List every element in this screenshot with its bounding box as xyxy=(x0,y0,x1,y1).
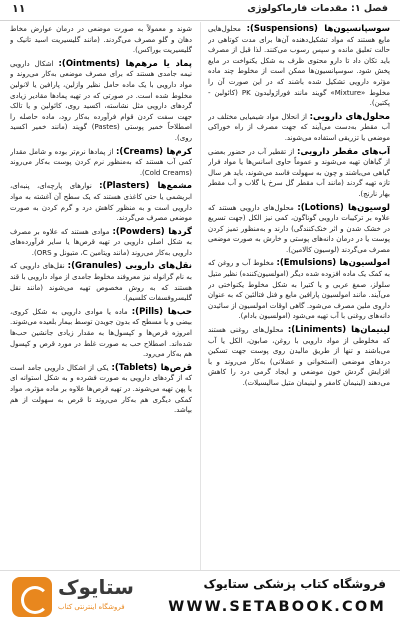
logo-mark-icon xyxy=(12,577,52,617)
advert-footer xyxy=(0,570,400,623)
page-number: ۱۱ xyxy=(12,2,26,15)
logo-wordmark: ستایوک xyxy=(58,575,134,599)
chapter-title: فصل ۱: مقدمات فارماکولوژی xyxy=(247,3,388,14)
term-heading: حب‌ها (Pills): xyxy=(131,306,192,317)
term-heading: قرص‌ها (Tablets): xyxy=(111,362,192,373)
paragraph-text: مخلوط آب و روغن که به کمک یک ماده افزوده شده دیگر (امولسیون‌کننده) نظیر متیل سلولز، صمغ عربی و یا کتیرا به شکل مخلوط یکنواختی در می‌آیند. مانند امولسیون پارافین مایع و فنل فتالئین که به عنوان داروی ملین مصرف می‌شود. گاهی اوقات امولسیون از سائیدن دانه‌های روغنی با آب تهیه می‌شود (امولسیون بادام). xyxy=(208,259,390,321)
paragraph xyxy=(208,203,390,256)
term-heading: پماد یا مرهم‌ها (Ointments): xyxy=(58,58,192,69)
shop-url[interactable]: WWW.SETABOOK.COM xyxy=(168,599,386,615)
paragraph-text: از انحلال مواد شیمیایی مختلف در آب مقطر به‌دست می‌آیند که جهت مصرف از راه خوراکی موضعی یا تزریقی استفاده می‌شوند. xyxy=(208,112,390,142)
term-heading: محلول‌های دارویی: xyxy=(309,111,390,122)
paragraph xyxy=(10,261,192,303)
term-heading: سوسپانسیون‌ها (Suspensions): xyxy=(246,24,390,34)
term-heading: نقل‌های دارویی (Granules): xyxy=(67,261,192,272)
logo-tagline: فروشگاه اینترنتی کتاب xyxy=(58,603,125,611)
paragraph xyxy=(10,181,192,223)
term-heading: لینیمان‌ها (Liniments): xyxy=(287,325,390,336)
paragraph-text: محلول‌های دارویی هستند که علاوه بر ترکیبات دارویی گوناگون، کمی نیز الکل (جهت تسریع در خشک شدن و اثر خنک‌کنندگی) دارند و به‌منظور تمیز کردن پوست یا در درمان دانه‌های پوستی و خارش به صورت موضعی مصرف می‌گردند (لوسیون کالامین). xyxy=(208,203,390,254)
term-heading: آب‌های مقطر دارویی: xyxy=(297,146,390,157)
paragraph-text: نوارهای پارچه‌ای، پنبه‌ای، ابریشمی یا حتی کاغذی هستند که یک سطح آن آغشته به مواد دارویی است و به منظور کاهش درد و گرم کردن به صورت موضعی مصرف می‌گردند. xyxy=(10,182,192,223)
paragraph-text: یکی از اشکال دارویی جامد است که از گردهای دارویی به صورت فشرده و به شکل استوانه ای یا پهن تهیه می‌شوند. در تهیه قرص‌ها علاوه بر ماده مؤثره، مواد کمکی دیگری هم به‌کار می‌روند تا قرص به سهولت از هم بپاشد. xyxy=(10,363,192,415)
paragraph xyxy=(208,258,390,322)
paragraph xyxy=(10,59,192,144)
paragraph xyxy=(208,112,390,144)
right-column xyxy=(208,24,390,568)
paragraph-text: محلول‌های روغنی هستند که مخلوطی از مواد دارویی با روغن، صابون، الکل یا آب می‌باشند و تنها از طریق مالیدن روی پوست جهت تسکین دردهای موضعی (استخوانی و عضلانی) به‌کار می‌روند و با افزایش گردش خون موضعی و ایجاد گرمی درد را کاهش می‌دهند (لینیمان کامفر و لینیمان متیل سالیسیلات). xyxy=(208,326,390,387)
term-heading: امولسیون‌ها (Emulsions): xyxy=(276,258,390,269)
column-divider xyxy=(200,22,201,570)
paragraph-text: از پمادها نرم‌تر بوده و شامل مقدار کمی آب هستند که به‌منظور نرم کردن پوست به‌کار می‌روند (Cold Creams). xyxy=(10,147,192,177)
paragraph xyxy=(10,24,192,56)
paragraph-text: شوند و معمولاً به صورت موضعی در درمان عوارض مخاط دهان و گلو مصرف می‌گردند. (مانند گلیسیریت اسید تانیک و گلیسیریت بوراکس). xyxy=(10,25,192,55)
paragraph xyxy=(10,147,192,179)
page-header xyxy=(0,0,400,21)
paragraph xyxy=(10,227,192,259)
paragraph-text: محلول‌هایی مایع هستند که مواد تشکیل‌دهنده آن‌ها برای مدت کوتاهی در حالت تعلیق مانده و سپس رسوب می‌کنند. لذا قبل از مصرف باید تکان داد تا دارو محتوی ظرف به شکل یکنواخت در مایع پخش شود. سوسپانسیون‌ها ممکن است از مخلوط چند ماده مؤثره دارویی تشکیل شده باشند که در این صورت آن را مخلوط «Mixture» گویند مانند فوراژولیدون PK (کائولین - پکتین). xyxy=(208,25,390,108)
term-heading: گردها (Powders): xyxy=(112,226,192,237)
paragraph xyxy=(10,307,192,360)
paragraph-text: از تقطیر آب در حضور بعضی از گیاهان تهیه می‌شوند و عموماً حاوی اسانس‌ها یا مواد فرار گیاهی می‌باشند و چون به سهولت فاسد می‌شوند، باید هر سال تازه تهیه گردند (مانند آب مقطر گل سرخ یا گلاب و آب مقطر بهار نارنج). xyxy=(208,147,390,198)
left-column xyxy=(10,24,192,568)
paragraph-text: موادی هستند که علاوه بر مصرف به شکل اصلی دارویی در تهیه قرص‌ها یا سایر فرآورده‌های دارویی به‌کار می‌روند (مانند ویتامین C، متیونل و ORS). xyxy=(10,227,192,257)
paragraph xyxy=(208,24,390,109)
term-heading: کرم‌ها (Creams): xyxy=(116,146,192,157)
paragraph xyxy=(208,325,390,389)
setabook-logo xyxy=(12,575,136,619)
paragraph-text: ماده یا موادی دارویی به شکل کروی، بیضی و یا مسطح که بدون جویدن توسط بیمار بلعیده می‌شوند. امروزه قرص‌ها و کپسول‌ها به مقدار زیادی جانشین حب‌ها شده‌اند. اصطلاح حب به صورت غلط در مورد قرص و کپسول هم به‌کار می‌رود. xyxy=(10,307,192,359)
paragraph-text: نقل‌های دارویی که به نام گرانوله نیز معروفند مخلوط جامدی از مواد دارویی با قند هستند که به روش مخصوص تهیه می‌شوند (مانند نقل گلیسروفسفات کلسیم). xyxy=(10,262,192,303)
term-heading: مشمع‌ها (Plasters): xyxy=(99,181,192,192)
paragraph-text: اشکال دارویی نیمه جامدی هستند که برای مصرف موضعی به‌کار می‌روند و مواد دارویی با یک ماده حامل نظیر وازلین، پارافین یا لانولین مخلوط شده است. در صورتی که در تهیه پمادها مقادیر زیادی گردهای دارویی مثل نشاسته، اکسید روی، کائولین و یا تالک جهت سفت کردن قوام فرآورده به‌کار رود، ماده حاصله را اصطلاحاً خمیر پوستی (Pastes) گویند (مانند خمیر اکسید روی). xyxy=(10,59,192,142)
term-heading: لوسیون‌ها (Lotions): xyxy=(297,202,390,213)
paragraph xyxy=(10,363,192,416)
shop-name: فروشگاه کتاب پزشکی ستایوک xyxy=(203,577,386,591)
paragraph xyxy=(208,147,390,200)
